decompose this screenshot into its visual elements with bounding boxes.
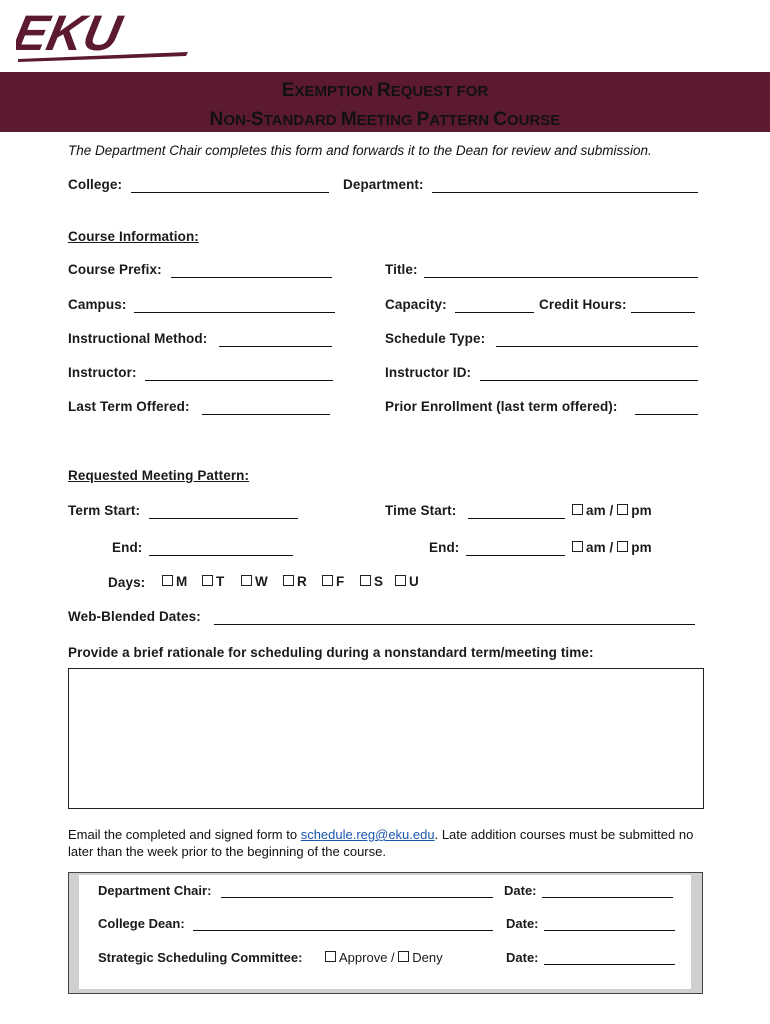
rationale-textbox[interactable]: [68, 668, 704, 809]
email-link[interactable]: schedule.reg@eku.edu: [300, 827, 435, 842]
credit-hours-field[interactable]: [631, 312, 695, 313]
time-end-ampm: am / pm: [572, 540, 652, 555]
page-title-line-2: NON-STANDARD MEETING PATTERN COURSE: [209, 109, 561, 130]
day-u-checkbox[interactable]: [395, 575, 406, 586]
committee-date-label: Date:: [506, 950, 539, 965]
day-r[interactable]: R: [283, 574, 307, 589]
day-w[interactable]: W: [241, 574, 268, 589]
campus-label: Campus:: [68, 297, 127, 312]
course-prefix-field[interactable]: [171, 277, 332, 278]
dean-date-field[interactable]: [544, 930, 675, 931]
capacity-field[interactable]: [455, 312, 534, 313]
day-r-checkbox[interactable]: [283, 575, 294, 586]
department-field[interactable]: [432, 192, 698, 193]
instructor-id-field[interactable]: [480, 380, 698, 381]
term-start-field[interactable]: [149, 518, 298, 519]
course-info-heading: Course Information:: [68, 229, 199, 244]
college-dean-signature[interactable]: [193, 930, 493, 931]
department-chair-label: Department Chair:: [98, 883, 212, 898]
college-label: College:: [68, 177, 123, 192]
day-s[interactable]: S: [360, 574, 383, 589]
instructor-label: Instructor:: [68, 365, 137, 380]
campus-field[interactable]: [134, 312, 335, 313]
deny-checkbox[interactable]: [398, 951, 409, 962]
day-m-checkbox[interactable]: [162, 575, 173, 586]
approve-checkbox[interactable]: [325, 951, 336, 962]
instructor-field[interactable]: [145, 380, 333, 381]
dean-date-label: Date:: [506, 916, 539, 931]
title-banner: [0, 72, 770, 132]
department-chair-signature[interactable]: [221, 897, 493, 898]
college-field[interactable]: [131, 192, 329, 193]
web-blended-field[interactable]: [214, 624, 695, 625]
capacity-label: Capacity:: [385, 297, 447, 312]
day-s-checkbox[interactable]: [360, 575, 371, 586]
department-label: Department:: [343, 177, 424, 192]
time-end-am-checkbox[interactable]: [572, 541, 583, 552]
day-t[interactable]: T: [202, 574, 224, 589]
schedule-type-label: Schedule Type:: [385, 331, 486, 346]
rationale-label: Provide a brief rationale for scheduling during a nonstandard term/meeting time:: [68, 645, 594, 660]
college-dean-label: College Dean:: [98, 916, 185, 931]
committee-decision: Approve / Deny: [325, 950, 443, 965]
term-end-field[interactable]: [149, 555, 293, 556]
time-start-am-checkbox[interactable]: [572, 504, 583, 515]
day-m[interactable]: M: [162, 574, 187, 589]
chair-date-label: Date:: [504, 883, 537, 898]
committee-label: Strategic Scheduling Committee:: [98, 950, 303, 965]
committee-date-field[interactable]: [544, 964, 675, 965]
schedule-type-field[interactable]: [496, 346, 698, 347]
time-start-ampm: am / pm: [572, 503, 652, 518]
day-f[interactable]: F: [322, 574, 344, 589]
eku-logo: [16, 8, 196, 64]
time-end-field[interactable]: [466, 555, 565, 556]
days-label: Days:: [108, 575, 146, 590]
instructional-method-label: Instructional Method:: [68, 331, 208, 346]
meeting-pattern-heading: Requested Meeting Pattern:: [68, 468, 250, 483]
prior-enrollment-label: Prior Enrollment (last term offered):: [385, 399, 618, 414]
day-t-checkbox[interactable]: [202, 575, 213, 586]
intro-text: The Department Chair completes this form and forwards it to the Dean for review and submission.: [68, 143, 652, 158]
approval-section: [68, 872, 703, 994]
day-w-checkbox[interactable]: [241, 575, 252, 586]
prior-enrollment-field[interactable]: [635, 414, 698, 415]
title-label: Title:: [385, 262, 418, 277]
eku-logo-text: EKU: [16, 8, 127, 61]
time-end-label: End:: [429, 540, 460, 555]
day-f-checkbox[interactable]: [322, 575, 333, 586]
page-title-line-1: EXEMPTION REQUEST FOR: [281, 80, 489, 101]
last-term-offered-field[interactable]: [202, 414, 330, 415]
last-term-offered-label: Last Term Offered:: [68, 399, 190, 414]
day-u[interactable]: U: [395, 574, 419, 589]
time-start-field[interactable]: [468, 518, 565, 519]
credit-hours-label: Credit Hours:: [539, 297, 627, 312]
time-start-label: Time Start:: [385, 503, 457, 518]
time-end-pm-checkbox[interactable]: [617, 541, 628, 552]
term-start-label: Term Start:: [68, 503, 141, 518]
instructor-id-label: Instructor ID:: [385, 365, 472, 380]
web-blended-label: Web-Blended Dates:: [68, 609, 201, 624]
chair-date-field[interactable]: [542, 897, 673, 898]
submission-note: Email the completed and signed form to schedule.reg@eku.edu. Late addition courses must be submitted no later than the week prior to the beginning of the course.: [68, 827, 694, 859]
title-field[interactable]: [424, 277, 698, 278]
time-start-pm-checkbox[interactable]: [617, 504, 628, 515]
instructional-method-field[interactable]: [219, 346, 332, 347]
course-prefix-label: Course Prefix:: [68, 262, 162, 277]
term-end-label: End:: [112, 540, 143, 555]
